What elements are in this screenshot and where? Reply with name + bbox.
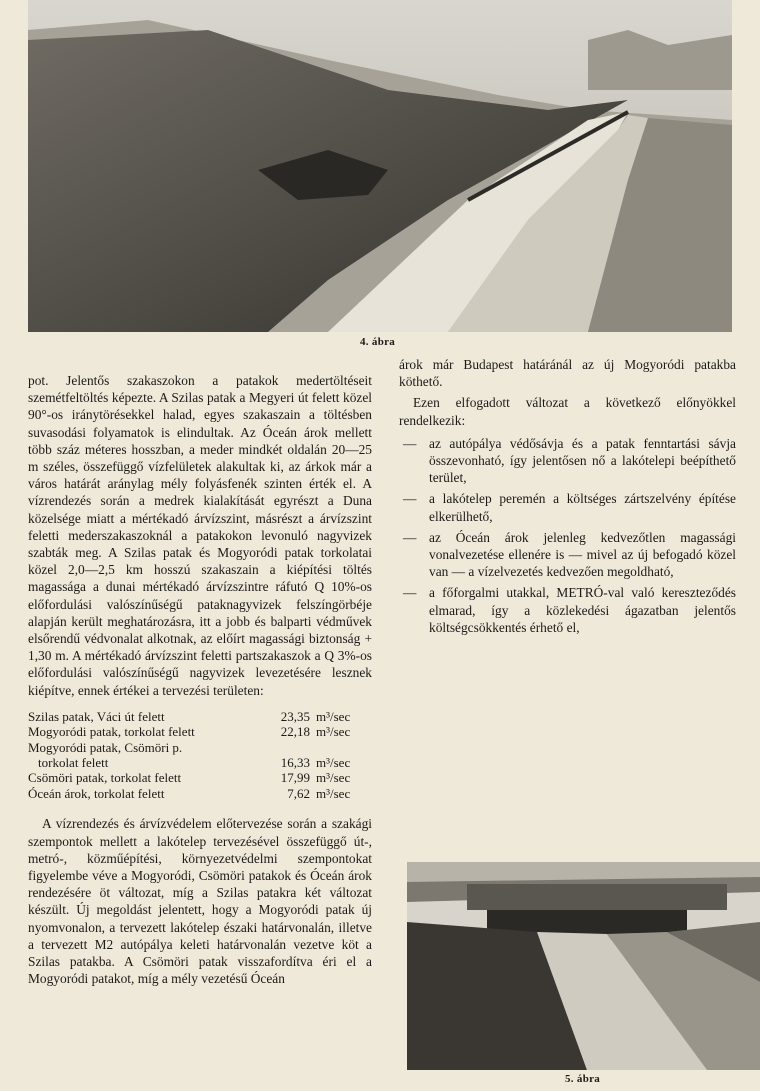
figure-5-caption: 5. ábra [565, 1073, 601, 1085]
flow-location: Szilas patak, Váci út felett [28, 708, 165, 724]
right-paragraph-1: árok már Budapest határánál az új Mogyoródi patakba köthető. [399, 357, 736, 390]
bullet-dash: — [403, 435, 417, 451]
left-paragraph-2: A vízrendezés és árvízvédelem előtervezése során a szakági szempontok mellett a lakótelep tervezésével összefüggő út-, metró-, közműépítési, környezetvédelmi szempontokat figyelembe véve a Mogyoródi, Csömöri patakok és Óceán árok rendezésére öt változat, míg a Szilas patakra két változat készült. Új megoldást jelentett, hogy a Mogyoródi patak új nyomvonalon, a tervezett lakótelep északi határvonalán, illetve a tervezett M2 autópálya keleti határvonalán vezetve köt a Szilas patakba. A Csömöri patak visszafordítva éri el a Mogyoródi patakot, míg a mély vezetésű Óceán [28, 816, 372, 987]
flow-value: 16,33 [280, 755, 310, 771]
bullet-dash: — [403, 491, 417, 507]
flow-unit: m³/sec [316, 755, 351, 771]
bullet-dash: — [403, 585, 417, 601]
flow-row [28, 740, 372, 771]
bullet-dash: — [403, 529, 417, 545]
advantage-item: — a lakótelep peremén a költséges zártszelvény építése elkerülhető, [403, 491, 736, 524]
figure-5-photo [407, 862, 760, 1070]
figure-4-caption: 4. ábra [360, 336, 396, 348]
flow-row [28, 786, 372, 801]
left-text-column [28, 372, 372, 987]
flow-value: 22,18 [280, 724, 310, 740]
left-paragraph-1: pot. Jelentős szakaszokon a patakok medertöltéseit szemétfeltöltés képezte. A Szilas patak a Megyeri út felett közel 90°-os iránytörésekkel halad, egyes szakaszain a töltésben suvasodási folyamatok is elindultak. Az Óceán árok mellett több száz méteres hosszban, a meder mindkét oldalán 20—25 m széles, összefüggő vízfelületek alakultak ki, az árkok már a város határát aránylag mély folyásfenék szinten érték el. A vízrendezés során a medrek kialakítását egyrészt a Duna közelsége miatt a mértékadó árvízszint, másrészt a árvízszint feletti mederszakaszoknál a patakokon levonuló nagyvizek szabták meg. A Szilas patak és Mogyoródi patak torkolatai közel 2,0—2,5 km hosszú szakaszain a kiépítési töltés magassága a dunai mértékadó árvízszintre ráfutó Q 10%-os előfordulási valószínűségű pataknagyvizek felszíngörbéje alapján került meghatározásra, itt a jobb és balparti védművek elsőrendű védvonalat alkotnak, az előírt magassági biztonság + 1,30 m. A mértékadó árvízszint feletti partszakaszok a Q 3%-os előfordulási valószínűségű nagyvizek levezetésére lesznek kiépítve, ennek értékei a tervezési területen: [28, 373, 372, 698]
flow-row [28, 724, 372, 739]
flow-value: 7,62 [287, 785, 310, 801]
figure-4-photo [28, 0, 732, 332]
flow-value: 17,99 [280, 770, 310, 786]
flow-location: Mogyoródi patak, torkolat felett [28, 724, 195, 740]
flow-unit: m³/sec [316, 785, 351, 801]
advantage-item: — az autópálya védősávja és a patak fenntartási sávja összevonható, így jelentősen nő a lakótelepi beépíthető terület, [403, 435, 736, 486]
advantage-item: — a főforgalmi utakkal, METRÓ-val való kereszteződés elmarad, így a közlekedési ágazatban jelentős költségcsökkentés érhető el, [403, 585, 736, 635]
flow-unit: m³/sec [316, 770, 351, 786]
flow-row [28, 770, 372, 785]
flow-location: Óceán árok, torkolat felett [28, 785, 165, 801]
advantage-item: — az Óceán árok jelenleg kedvezőtlen magassági vonalvezetése ellenére is — mivel az új befogadó közel van — a vízelvezetés kedvezően megoldható, [403, 529, 736, 580]
advantages-list [399, 435, 736, 636]
flow-value: 23,35 [280, 708, 310, 724]
flow-location: Mogyoródi patak, Csömöri p. torkolat felett [28, 739, 183, 771]
flow-location: Csömöri patak, torkolat felett [28, 770, 182, 786]
right-text-column [399, 356, 736, 640]
flow-rate-table [28, 709, 372, 801]
right-paragraph-2: Ezen elfogadott változat a következő előnyökkel rendelkezik: [399, 395, 736, 428]
flow-unit: m³/sec [316, 708, 351, 724]
flow-unit: m³/sec [316, 724, 351, 740]
flow-row [28, 709, 372, 724]
